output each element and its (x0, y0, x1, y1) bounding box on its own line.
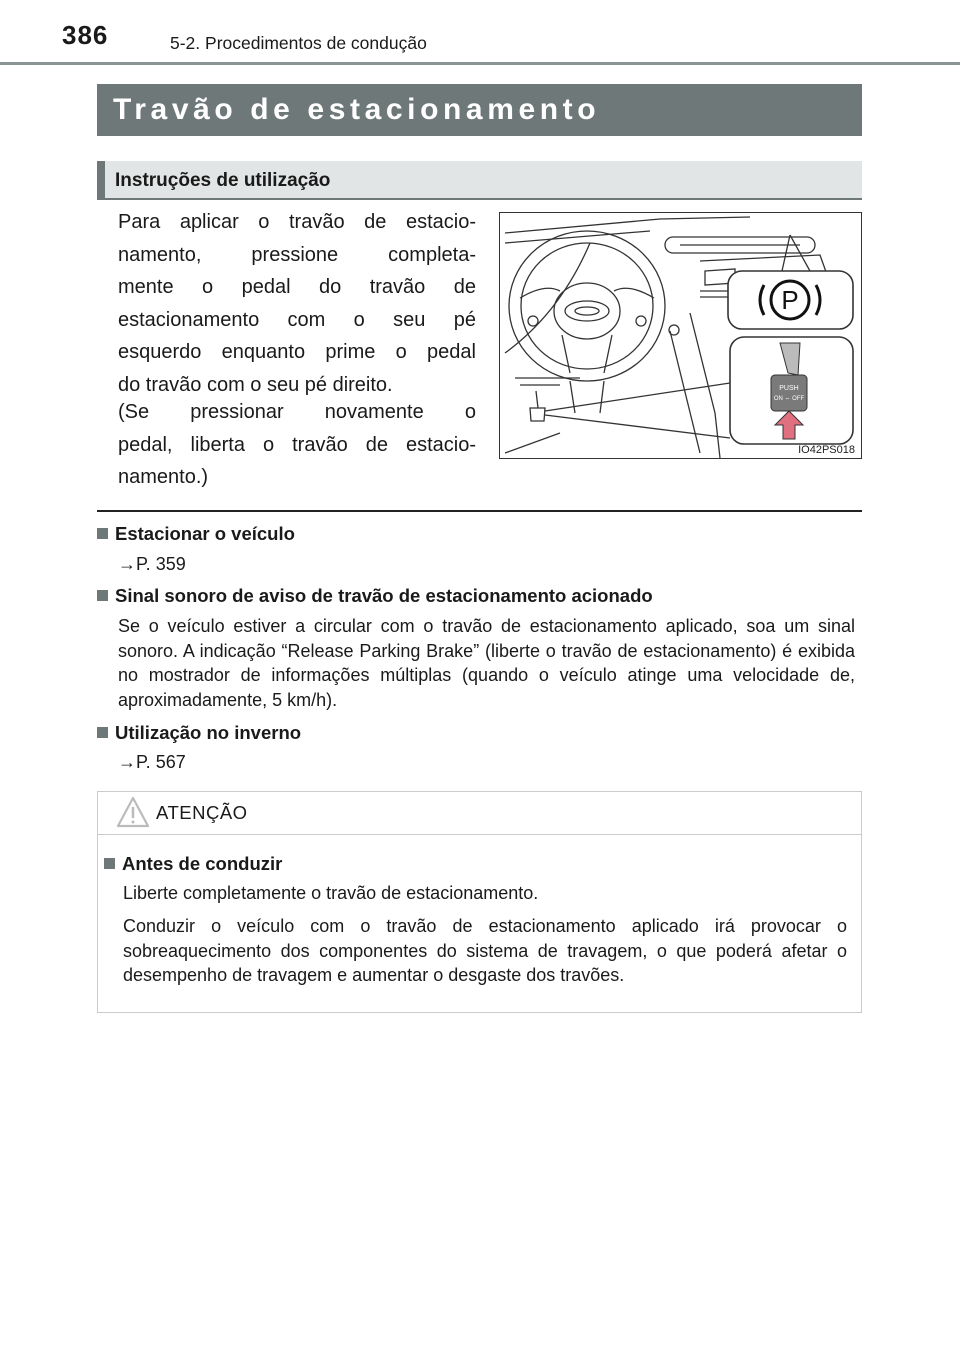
square-bullet-icon (97, 590, 108, 601)
intro-line: Para aplicar o travão de estacio- (118, 211, 476, 233)
note-heading (97, 722, 301, 744)
page-reference: →P. 359 (118, 554, 186, 574)
page-number: 386 (62, 20, 109, 50)
subsection-title: Instruções de utilização (115, 170, 331, 191)
note-heading-text: Sinal sonoro de aviso de travão de estacionamento acionado (115, 585, 653, 606)
warning-label: ATENÇÃO (156, 802, 248, 823)
intro-line: namento, pressione completa- (118, 243, 476, 266)
warning-triangle-icon (116, 796, 150, 828)
header-divider (0, 62, 960, 65)
note-heading-text: Utilização no inverno (115, 722, 302, 743)
parking-symbol-letter: P (781, 285, 799, 315)
subsection-accent (97, 161, 105, 200)
page-reference: →P. 567 (118, 752, 186, 772)
warning-text-1: Liberte completamente o travão de estacionamento. (123, 883, 539, 903)
intro-line: estacionamento com o seu pé (118, 308, 476, 331)
page-title: Travão de estacionamento (97, 84, 862, 136)
intro-line-last: namento.) (118, 466, 209, 488)
square-bullet-icon (97, 528, 108, 539)
dashboard-drawing (500, 213, 862, 459)
section-path: 5-2. Procedimentos de condução (170, 33, 427, 53)
intro-line-last: do travão com o seu pé direito. (118, 373, 393, 396)
warning-heading-text: Antes de conduzir (122, 853, 283, 874)
pedal-label-onoff: ON ⇔ OFF (773, 396, 805, 402)
warning-heading (104, 853, 282, 875)
subsection-header (97, 161, 862, 200)
square-bullet-icon (97, 727, 108, 738)
note-text: Se o veículo estiver a circular com o travão de estacionamento aplicado, soa um sinal sonoro. A indicação “Release Parking Brake” (liberte o travão de estacionamento) é exibida no mostrador de informações múltiplas (quando o veículo atinge uma velocidade de, aproximadamente, 5 km/h). (118, 616, 855, 710)
intro-line: esquerdo enquanto prime o pedal (118, 341, 476, 363)
intro-line: (Se pressionar novamente o (118, 401, 476, 423)
note-heading (97, 523, 295, 545)
intro-paragraph-2 (118, 396, 476, 494)
warning-text-2: Conduzir o veículo com o travão de estacionamento aplicado irá provocar o sobreaquecimento dos componentes do sistema de travagem, o que poderá afetar o desempenho de travagem e aumentar o desgaste dos travões. (123, 916, 847, 985)
note-heading (97, 585, 653, 607)
pedal-label-push: PUSH (779, 385, 799, 392)
intro-line: pedal, liberta o travão de estacio- (118, 433, 476, 456)
note-heading-text: Estacionar o veículo (115, 523, 295, 544)
parking-brake-illustration (499, 212, 862, 459)
square-bullet-icon (104, 858, 115, 869)
figure-code: IO42PS018 (798, 444, 855, 456)
intro-line: mente o pedal do travão de (118, 276, 476, 298)
warning-header (98, 792, 861, 835)
warning-box (97, 791, 862, 1013)
intro-paragraph-1 (118, 206, 476, 401)
section-divider (97, 510, 862, 512)
